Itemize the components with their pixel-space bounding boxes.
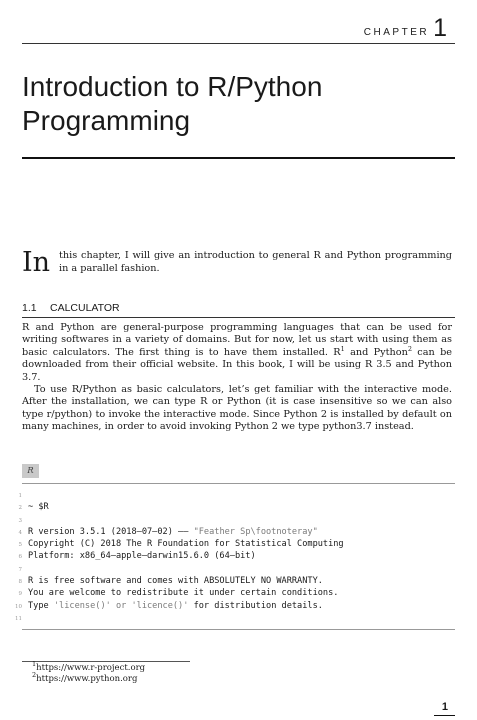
body-text [22, 322, 452, 434]
header-rule [22, 43, 455, 44]
line-number: 10 [15, 603, 22, 610]
chapter-word: CHAPTER [363, 27, 430, 38]
section-title: CALCULATOR [50, 302, 120, 314]
chapter-title [22, 70, 452, 138]
code-line [12, 563, 457, 575]
page-number-rule [434, 715, 455, 716]
code-text: Type [28, 600, 54, 611]
code-language-tag: R [22, 464, 39, 478]
footnote-mark: 2 [32, 671, 37, 680]
code-bottom-rule [22, 629, 455, 630]
footnote [32, 671, 332, 685]
line-number: 2 [18, 505, 22, 512]
intro-text: this chapter, I will give an introduction to general R and Python programming in a parallel fashion. [59, 250, 452, 274]
title-rule [22, 157, 455, 159]
code-text: Platform: x86_64—apple—darwin15.6.0 (64—bit) [28, 551, 256, 562]
code-text: ~ $R [28, 502, 49, 513]
section-number: 1.1 [22, 302, 37, 314]
code-text: Copyright (C) 2018 The R Foundation for Statistical Computing [28, 539, 344, 550]
code-string: 'license()' or 'licence()' [53, 600, 189, 611]
footnote-ref-2: 2 [407, 344, 412, 353]
footnote [32, 660, 332, 674]
paragraph-1-part-2: and Python [344, 346, 408, 358]
chapter-label [364, 16, 447, 41]
footnote-url[interactable]: https://www.python.org [36, 674, 138, 684]
page-number: 1 [441, 701, 448, 713]
section-heading [22, 302, 452, 314]
code-line [12, 489, 457, 501]
chapter-title-line2: Programming [22, 105, 191, 136]
line-number: 6 [18, 554, 22, 561]
code-text: You are welcome to redistribute it under certain conditions. [28, 588, 339, 599]
line-number: 5 [18, 542, 22, 549]
footnote-url[interactable]: https://www.r-project.org [36, 663, 146, 673]
intro-paragraph [22, 248, 452, 282]
footnote-rule [22, 661, 190, 662]
line-number: 1 [18, 493, 22, 499]
line-number: 4 [18, 529, 22, 536]
footnote-ref-1: 1 [340, 344, 345, 353]
code-line [12, 575, 457, 587]
code-line [12, 550, 457, 562]
paragraph-2: To use R/Python as basic calculators, let’s get familiar with the interactive mode. After the installation, we can type R or Python (it is case insensitive so we can also type r/python) to invoke the interactive mode. Since Python 2 is installed by default on many machines, in order to avoid invoking Python 2 we type python3.7 instead. [22, 384, 452, 433]
code-top-rule [22, 483, 455, 484]
code-line [12, 514, 457, 526]
code-text-tail: for distribution details. [188, 600, 323, 611]
line-number: 8 [18, 579, 22, 586]
code-line [12, 600, 457, 612]
line-number: 3 [18, 517, 22, 524]
code-line [12, 538, 457, 550]
code-text: R version 3.5.1 (2018—07—02) —— [28, 526, 194, 537]
code-line [12, 501, 457, 513]
footnotes [32, 660, 332, 685]
line-number: 7 [18, 566, 22, 573]
footnote-mark: 1 [32, 660, 37, 669]
paragraph-1-part-1: R and Python are general-purpose programming languages that can be used for writing softwares in a variety of domains. But for now, let us start with using them as basic calculators. The first thing is to have them installed. R [22, 322, 452, 358]
drop-cap: In [22, 247, 51, 278]
code-line [12, 612, 457, 624]
code-line [12, 587, 457, 599]
section-rule [22, 317, 455, 318]
chapter-number: 1 [433, 14, 447, 42]
code-listing [12, 489, 457, 624]
line-number: 11 [15, 615, 22, 622]
code-text: R is free software and comes with ABSOLUTELY NO WARRANTY. [28, 576, 323, 587]
chapter-title-line1: Introduction to R/Python [22, 71, 323, 102]
code-string: "Feather Sp\footnoteray" [193, 526, 318, 537]
line-number: 9 [18, 591, 22, 598]
paragraph-1-part-3: can be downloaded from their official website. In this book, I will be using R 3.5 and Python 3.7. [22, 346, 452, 383]
code-line [12, 526, 457, 538]
paragraph-1 [22, 322, 452, 384]
